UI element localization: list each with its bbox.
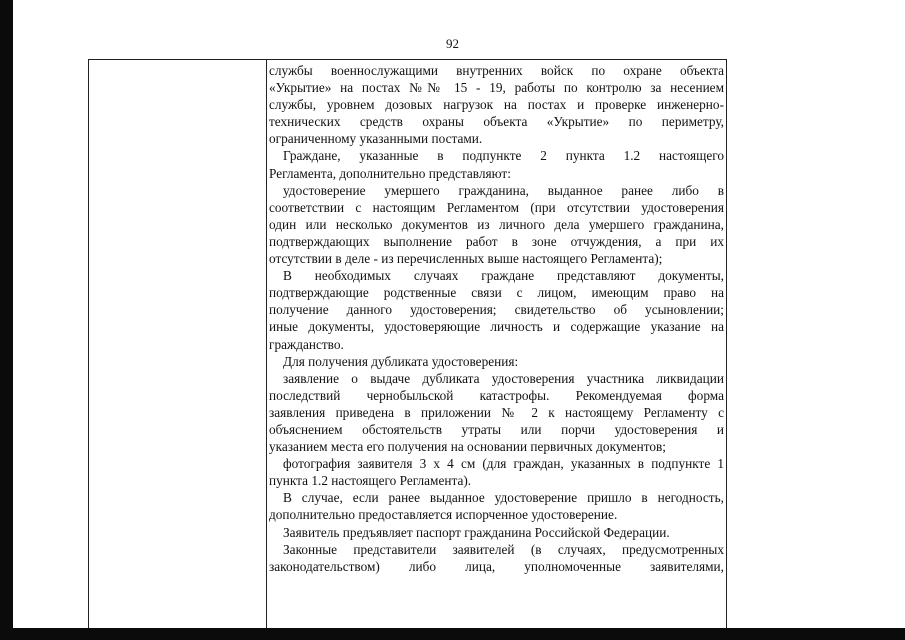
text-line: дополнительно предоставляется испорченное удостоверение. (269, 507, 618, 523)
text-line: получение данного удостоверения; свидетельство об усыновлении; (269, 302, 724, 318)
paragraph (269, 489, 724, 523)
text-line: заявление о выдаче дубликата удостоверения участника ликвидации (283, 370, 724, 386)
text-line: иные документы, удостоверяющие личность и содержащие указание на (269, 319, 724, 335)
text-line: соответствии с настоящим Регламентом (при отсутствии удостоверения (269, 199, 724, 215)
paragraph (269, 455, 724, 489)
text-line: фотография заявителя 3 х 4 см (для граждан, указанных в подпункте 1 (283, 456, 724, 472)
paragraph (269, 147, 724, 181)
scan-border-left (0, 0, 13, 640)
text-line: пункта 1.2 настоящего Регламента). (269, 473, 472, 489)
table-text-cell (269, 62, 724, 575)
paragraph (269, 541, 724, 575)
paragraph (269, 267, 724, 352)
paragraph (269, 62, 724, 147)
text-line: В случае, если ранее выданное удостоверение пришло в негодность, (283, 490, 724, 506)
text-line: удостоверение умершего гражданина, выданное ранее либо в (283, 182, 724, 198)
scan-border-bottom (0, 628, 905, 640)
text-line: Граждане, указанные в подпункте 2 пункта 1.2 настоящего (283, 148, 724, 164)
text-line: технических средств охраны объекта «Укрытие» по периметру, (269, 114, 724, 130)
text-line: Регламента, дополнительно представляют: (269, 165, 511, 181)
text-line: Законные представители заявителей (в случаях, предусмотренных (283, 541, 724, 557)
text-line: Заявитель предъявляет паспорт гражданина Российской Федерации. (283, 524, 670, 540)
text-line: законодательством) либо лица, уполномоченные заявителями, (269, 558, 724, 574)
table-column-divider (266, 59, 267, 628)
text-line: подтверждающих выполнение работ в зоне отчуждения, а при их (269, 233, 724, 249)
text-line: отсутствии в деле - из перечисленных выше настоящего Регламента); (269, 251, 663, 267)
text-line: объяснением обстоятельств утраты или порчи удостоверения и (269, 421, 724, 437)
text-line: ограниченному указанными постами. (269, 131, 483, 147)
text-line: один или несколько документов из личного дела умершего гражданина, (269, 216, 724, 232)
text-line: «Укрытие» на постах №№ 15 - 19, работы по контролю за несением (269, 80, 724, 96)
table-column-divider (726, 59, 727, 628)
paragraph (269, 370, 724, 455)
page-number: 92 (446, 36, 459, 51)
text-line: Для получения дубликата удостоверения: (283, 353, 519, 369)
paragraph (269, 182, 724, 267)
text-line: гражданство. (269, 336, 344, 352)
text-line: заявления приведена в приложении № 2 к настоящему Регламенту с (269, 404, 724, 420)
text-line: В необходимых случаях граждане представляют документы, (283, 268, 724, 284)
paragraph (269, 524, 724, 541)
paragraph (269, 353, 724, 370)
text-line: последствий чернобыльской катастрофы. Рекомендуемая форма (269, 387, 724, 403)
text-line: службы военнослужащими внутренних войск по охране объекта (269, 63, 724, 78)
text-line: указанием места его получения на основании первичных документов; (269, 439, 666, 455)
text-line: службы, уровнем дозовых нагрузок на постах и проверке инженерно- (269, 97, 724, 113)
text-line: подтверждающие родственные связи с лицом, имеющим право на (269, 285, 724, 301)
